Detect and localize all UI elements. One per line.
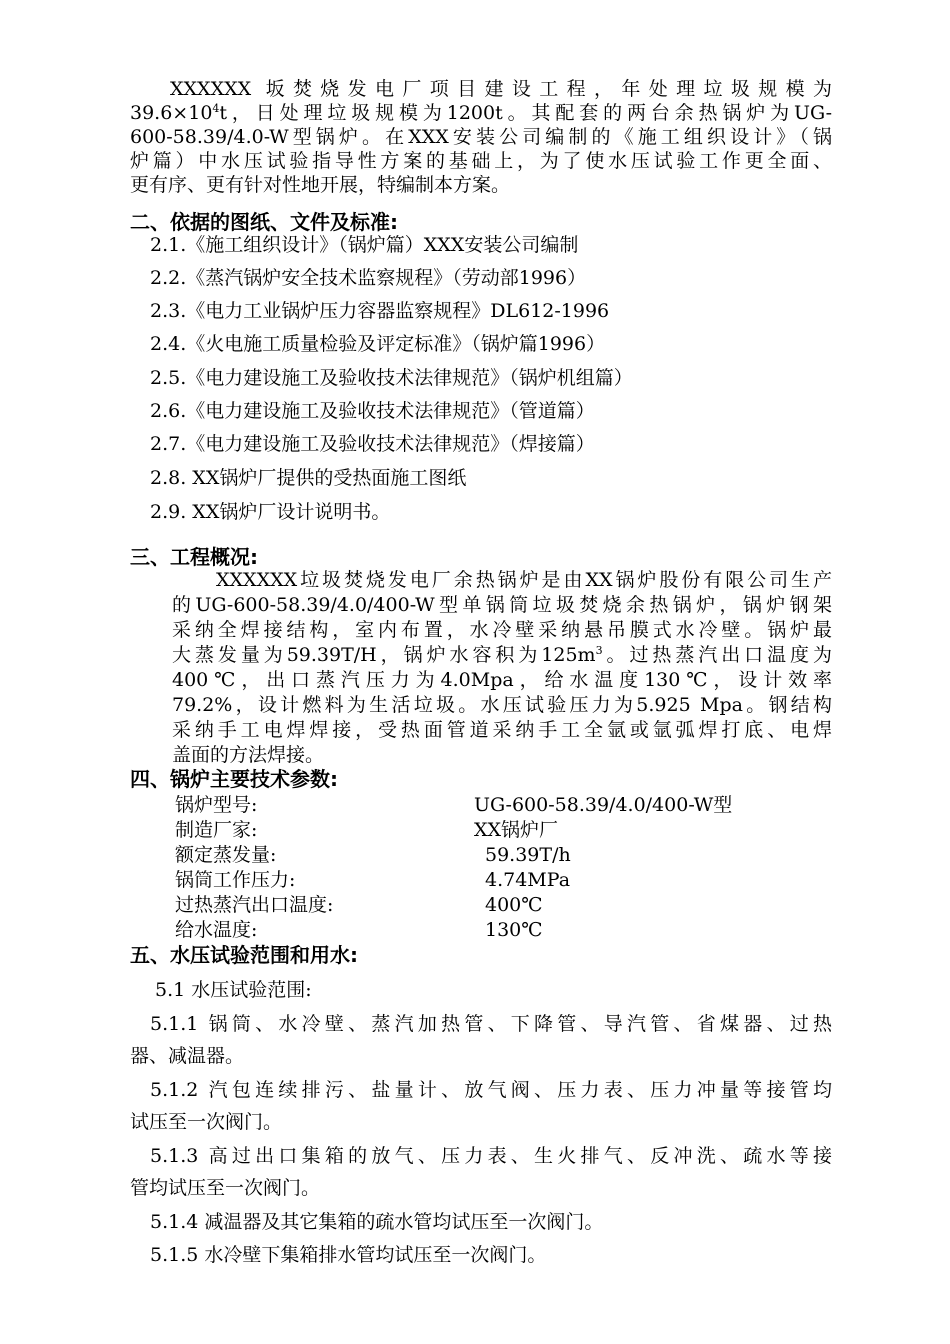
range-item-5-1-3-cont: 管均试压至一次阀门。 <box>130 1177 321 1199</box>
range-item-5-1-2-cont: 试压至一次阀门。 <box>130 1111 283 1133</box>
reference-item-2-9: 2.9. XX锅炉厂设计说明书。 <box>150 501 391 523</box>
intro-line-2: $39.6\times 10^4t$，日处理垃圾规模为1200t。其配套的两台余热锅炉为UG- <box>130 102 832 124</box>
reference-item-2-8: 2.8. XX锅炉厂提供的受热面施工图纸 <box>150 467 467 489</box>
param-label: 锅筒工作压力: <box>175 869 296 891</box>
param-label: 给水温度: <box>175 919 258 941</box>
param-label: 过热蒸汽出口温度: <box>175 894 334 916</box>
reference-item-2-1: 2.1.《施工组织设计》（锅炉篇）XXX安装公司编制 <box>150 234 579 256</box>
reference-item-2-4: 2.4.《火电施工质量检验及评定标准》（锅炉篇1996） <box>150 333 606 355</box>
overview-line-4: 大蒸发量为59.39T/H，锅炉水容积为$125m^3$。过热蒸汽出口温度为 <box>172 644 832 666</box>
overview-line-8: 盖面的方法焊接。 <box>172 744 325 766</box>
reference-item-2-5: 2.5.《电力建设施工及验收技术法律规范》（锅炉机组篇） <box>150 367 633 389</box>
reference-item-2-6: 2.6.《电力建设施工及验收技术法律规范》（管道篇） <box>150 400 595 422</box>
overview-line-3: 采纳全焊接结构，室内布置，水冷壁采纳悬吊膜式水冷壁。锅炉最 <box>172 619 832 641</box>
overview-line-1: XXXXXX垃圾焚烧发电厂余热锅炉是由XX锅炉股份有限公司生产 <box>216 569 832 591</box>
overview-line-6: 79.2%，设计燃料为生活垃圾。水压试验压力为5.925 Mpa。钢结构 <box>172 694 832 716</box>
param-value: XX锅炉厂 <box>474 819 559 841</box>
param-value: 130℃ <box>485 919 543 941</box>
reference-item-2-3: 2.3.《电力工业锅炉压力容器监察规程》DL612-1996 <box>150 300 610 322</box>
range-item-5-1-5: 5.1.5 水冷壁下集箱排水管均试压至一次阀门。 <box>150 1244 547 1266</box>
section-2-heading: 二、依据的图纸、文件及标准: <box>130 210 398 234</box>
intro-line-1: XXXXXX 坂焚烧发电厂项目建设工程，年处理垃圾规模为 <box>170 78 832 100</box>
subsection-5-1: 5.1 水压试验范围: <box>155 979 312 1001</box>
overview-line-5: 400℃，出口蒸汽压力为4.0Mpa，给水温度130℃，设计效率 <box>172 669 832 691</box>
param-label: 额定蒸发量: <box>175 844 277 866</box>
overview-line-7: 采纳手工电焊焊接，受热面管道采纳手工全氩或氩弧焊打底、电焊 <box>172 719 832 741</box>
range-item-5-1-1: 5.1.1 锅筒、水冷壁、蒸汽加热管、下降管、导汽管、省煤器、过热 <box>150 1013 832 1035</box>
param-value: 59.39T/h <box>485 844 571 866</box>
reference-item-2-7: 2.7.《电力建设施工及验收技术法律规范》（焊接篇） <box>150 433 595 455</box>
section-5-heading: 五、水压试验范围和用水: <box>130 943 358 967</box>
intro-line-4: 炉篇）中水压试验指导性方案的基础上，为了使水压试验工作更全面、 <box>130 150 832 172</box>
intro-line-3: 600-58.39/4.0-W型锅炉。在XXX安装公司编制的《施工组织设计》（锅 <box>130 126 832 148</box>
param-label: 制造厂家: <box>175 819 258 841</box>
reference-item-2-2: 2.2.《蒸汽锅炉安全技术监察规程》（劳动部1996） <box>150 267 587 289</box>
range-item-5-1-1-cont: 器、减温器。 <box>130 1045 245 1067</box>
section-3-heading: 三、工程概况: <box>130 545 258 569</box>
overview-line-2: 的UG-600-58.39/4.0/400-W型单锅筒垃圾焚烧余热锅炉，锅炉钢架 <box>172 594 832 616</box>
range-item-5-1-2: 5.1.2 汽包连续排污、盐量计、放气阀、压力表、压力冲量等接管均 <box>150 1079 832 1101</box>
range-item-5-1-3: 5.1.3 高过出口集箱的放气、压力表、生火排气、反冲洗、疏水等接 <box>150 1145 832 1167</box>
intro-line-5: 更有序、更有针对性地开展，特编制本方案。 <box>130 174 511 196</box>
param-value: 400℃ <box>485 894 543 916</box>
section-4-heading: 四、锅炉主要技术参数: <box>130 767 338 791</box>
param-value: UG-600-58.39/4.0/400-W型 <box>474 794 733 816</box>
param-value: 4.74MPa <box>485 869 571 891</box>
param-label: 锅炉型号: <box>175 794 258 816</box>
range-item-5-1-4: 5.1.4 减温器及其它集箱的疏水管均试压至一次阀门。 <box>150 1211 604 1233</box>
